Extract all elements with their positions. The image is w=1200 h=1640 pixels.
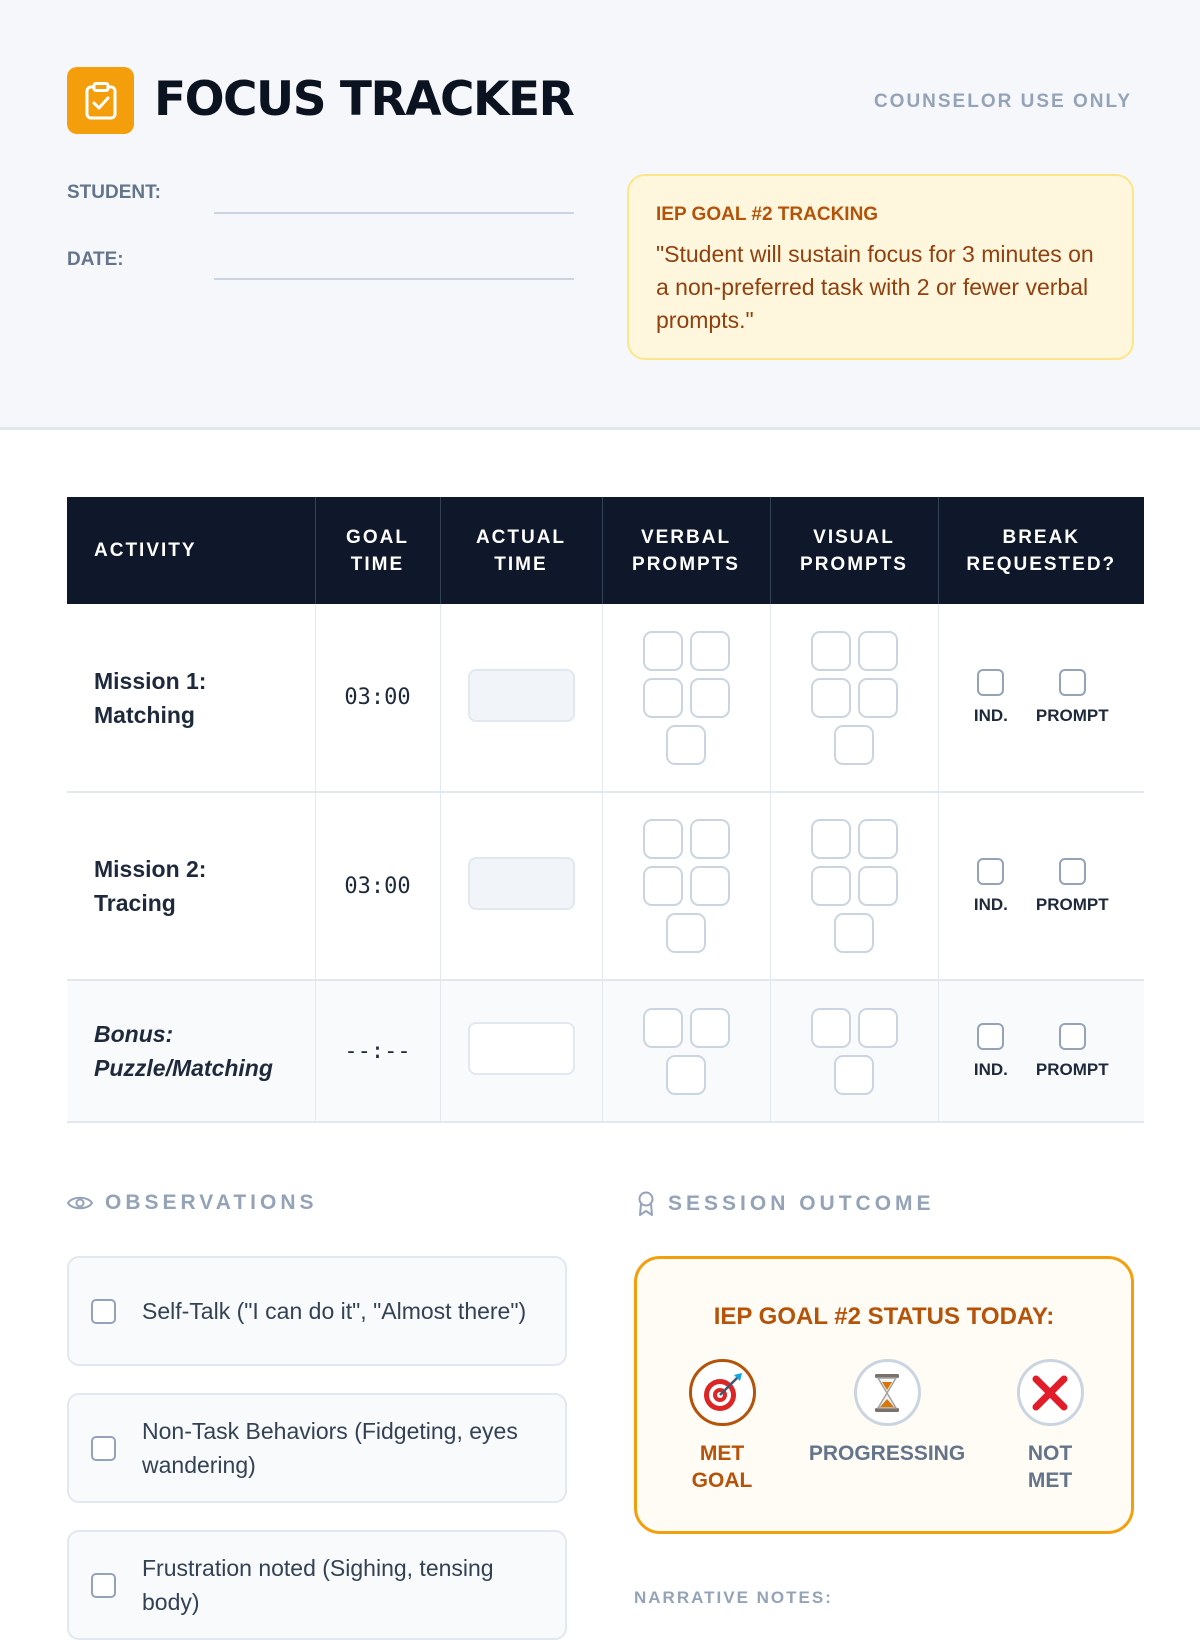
col-activity: ACTIVITY <box>67 497 315 604</box>
visual-prompt-box[interactable] <box>834 1055 874 1095</box>
session-outcome-heading-label: SESSION OUTCOME <box>668 1192 935 1215</box>
progressing-label: PROGRESSING <box>808 1442 966 1465</box>
session-outcome-heading <box>636 1191 935 1217</box>
visual-prompt-box[interactable] <box>811 819 851 859</box>
verbal-prompt-tally <box>639 819 733 953</box>
break-independent-label: IND. <box>973 894 1008 914</box>
verbal-prompt-tally <box>639 631 733 765</box>
verbal-prompt-box[interactable] <box>666 1055 706 1095</box>
status-option-not-met[interactable] <box>965 1359 1135 1494</box>
goal-time: 03:00 <box>344 685 411 710</box>
verbal-prompt-tally <box>639 1008 733 1095</box>
narrative-notes-label: NARRATIVE NOTES: <box>634 1588 833 1607</box>
verbal-prompt-box[interactable] <box>643 866 683 906</box>
observation-item[interactable] <box>67 1530 567 1640</box>
break-prompt-checkbox[interactable] <box>1059 858 1086 885</box>
hourglass-icon <box>854 1359 921 1426</box>
status-option-progressing[interactable] <box>802 1359 972 1467</box>
student-label: STUDENT: <box>67 182 161 203</box>
counselor-tag: COUNSELOR USE ONLY <box>873 91 1132 112</box>
col-verbal-prompts: VERBAL PROMPTS <box>602 497 770 604</box>
goal-time: --:-- <box>344 1038 411 1064</box>
visual-prompt-tally <box>807 631 901 765</box>
goal-time: 03:00 <box>344 873 411 899</box>
visual-prompt-tally <box>807 819 901 953</box>
break-prompt-checkbox[interactable] <box>1059 1023 1086 1050</box>
table-row <box>67 792 1144 980</box>
goal-card-title: IEP GOAL #2 TRACKING <box>656 204 879 225</box>
verbal-prompt-box[interactable] <box>690 678 730 718</box>
observations-heading <box>67 1191 318 1215</box>
verbal-prompt-box[interactable] <box>690 1008 730 1048</box>
break-prompt-label: PROMPT <box>1035 1059 1109 1079</box>
observation-text: Frustration noted (Sighing, tensing body) <box>142 1555 494 1615</box>
page-title: FOCUS TRACKER <box>154 72 574 127</box>
date-field[interactable] <box>214 250 574 280</box>
award-ribbon-icon <box>636 1191 656 1217</box>
verbal-prompt-box[interactable] <box>666 725 706 765</box>
visual-prompt-box[interactable] <box>834 725 874 765</box>
clipboard-icon <box>67 67 134 134</box>
observation-checkbox[interactable] <box>91 1299 116 1324</box>
observation-item[interactable] <box>67 1256 567 1366</box>
visual-prompt-box[interactable] <box>811 631 851 671</box>
header <box>0 0 1200 430</box>
visual-prompt-box[interactable] <box>858 631 898 671</box>
met-goal-label: MET GOAL <box>691 1442 753 1492</box>
col-actual-time: ACTUAL TIME <box>440 497 602 604</box>
actual-time-input[interactable] <box>468 1022 575 1075</box>
target-icon <box>689 1359 756 1426</box>
visual-prompt-box[interactable] <box>858 819 898 859</box>
iep-goal-card <box>627 174 1134 360</box>
break-independent-checkbox[interactable] <box>977 669 1004 696</box>
eye-icon <box>67 1194 93 1212</box>
break-prompt-label: PROMPT <box>1035 894 1109 914</box>
visual-prompt-box[interactable] <box>858 866 898 906</box>
observation-checkbox[interactable] <box>91 1436 116 1461</box>
visual-prompt-box[interactable] <box>811 866 851 906</box>
actual-time-input[interactable] <box>468 669 575 722</box>
visual-prompt-box[interactable] <box>811 678 851 718</box>
verbal-prompt-box[interactable] <box>690 819 730 859</box>
break-independent-label: IND. <box>973 1059 1008 1079</box>
visual-prompt-box[interactable] <box>834 913 874 953</box>
verbal-prompt-box[interactable] <box>690 866 730 906</box>
col-break-requested: BREAK REQUESTED? <box>938 497 1144 604</box>
cross-mark-icon <box>1017 1359 1084 1426</box>
student-field[interactable] <box>214 184 574 214</box>
table-header-row <box>67 497 1144 604</box>
goal-status-card <box>634 1256 1134 1534</box>
verbal-prompt-box[interactable] <box>643 631 683 671</box>
actual-time-input[interactable] <box>468 857 575 910</box>
table-row <box>67 980 1144 1122</box>
visual-prompt-tally <box>807 1008 901 1095</box>
break-prompt-label: PROMPT <box>1035 706 1109 725</box>
activity-name: Bonus: Puzzle/Matching <box>94 1021 273 1081</box>
goal-status-title: IEP GOAL #2 STATUS TODAY: <box>713 1303 1055 1330</box>
status-option-met-goal[interactable] <box>637 1359 807 1494</box>
break-independent-checkbox[interactable] <box>977 1023 1004 1050</box>
break-independent-label: IND. <box>973 706 1008 725</box>
observation-text: Self-Talk ("I can do it", "Almost there") <box>142 1298 527 1324</box>
observation-text: Non-Task Behaviors (Fidgeting, eyes wandering) <box>142 1418 518 1478</box>
observations-heading-label: OBSERVATIONS <box>105 1191 318 1214</box>
verbal-prompt-box[interactable] <box>643 1008 683 1048</box>
goal-card-text: "Student will sustain focus for 3 minutes on a non-preferred task with 2 or fewer verbal prompts." <box>656 241 1094 333</box>
verbal-prompt-box[interactable] <box>643 819 683 859</box>
table-row <box>67 604 1144 792</box>
not-met-label: NOT MET <box>1027 1442 1073 1492</box>
verbal-prompt-box[interactable] <box>666 913 706 953</box>
visual-prompt-box[interactable] <box>811 1008 851 1048</box>
activity-name: Mission 2: Tracing <box>94 856 207 916</box>
focus-tracker-table <box>67 497 1144 1123</box>
col-goal-time: GOAL TIME <box>315 497 440 604</box>
visual-prompt-box[interactable] <box>858 1008 898 1048</box>
break-independent-checkbox[interactable] <box>977 858 1004 885</box>
date-label: DATE: <box>67 249 124 270</box>
visual-prompt-box[interactable] <box>858 678 898 718</box>
observation-checkbox[interactable] <box>91 1573 116 1598</box>
activity-name: Mission 1: Matching <box>94 667 207 728</box>
verbal-prompt-box[interactable] <box>643 678 683 718</box>
col-visual-prompts: VISUAL PROMPTS <box>770 497 938 604</box>
break-prompt-checkbox[interactable] <box>1059 669 1086 696</box>
observation-item[interactable] <box>67 1393 567 1503</box>
verbal-prompt-box[interactable] <box>690 631 730 671</box>
